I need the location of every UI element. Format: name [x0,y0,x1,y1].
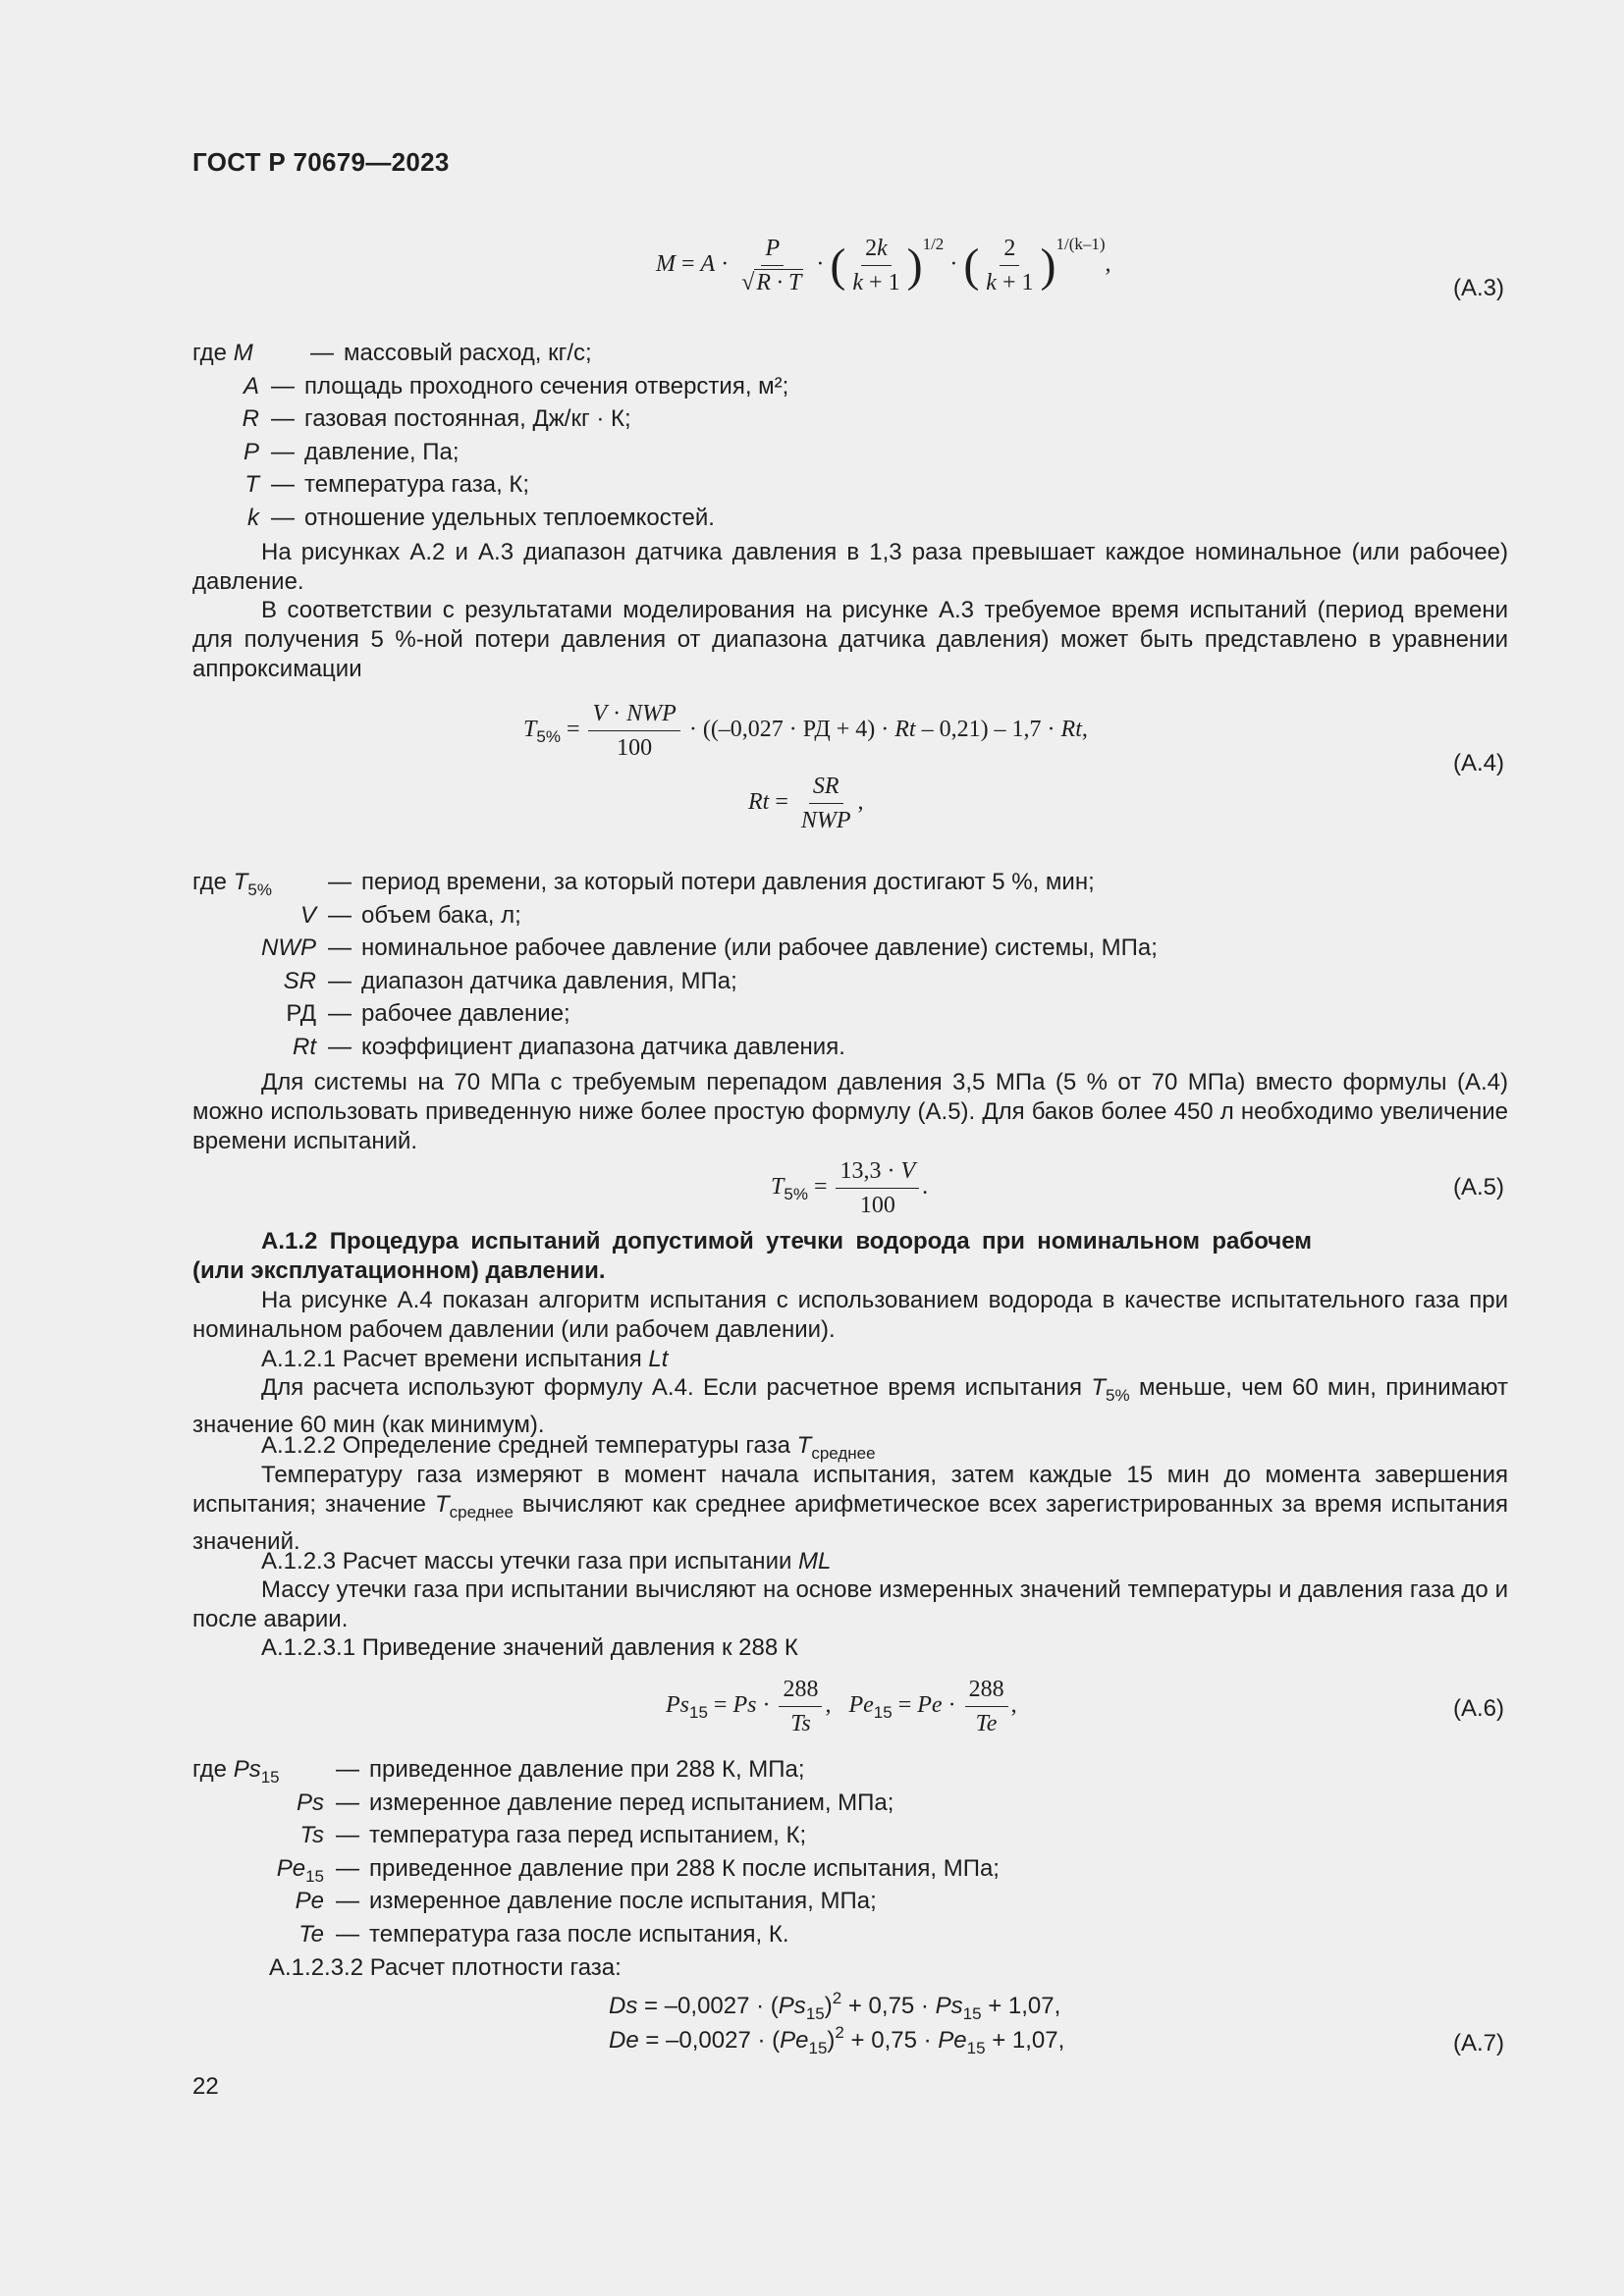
paragraph: Для расчета используют формулу А.4. Если расчетное время испытания $T_{5\%}$ меньше, чем 60 мин, принимают значение 60 мин (как минимум). [192,1374,1508,1438]
section-heading-a12: А.1.2 Процедура испытаний допустимой утечки водорода при номинальном рабочем (или эксплуатационном) давлении. [192,1228,1312,1284]
definitions-list-3 [192,1753,1000,1950]
where-label: где [192,1756,228,1783]
subsection-heading-a1231: А.1.2.3.1 Приведение значений давления к 288 К [261,1634,798,1661]
definition-text: рабочее давление; [361,1000,570,1027]
formula-symbol: De [609,2027,639,2054]
paragraph-text: меньше, чем 60 мин, принимают значение 60 мин (как минимум). [192,1374,1508,1438]
formula-text: = –0,0027 · [644,1993,765,2019]
definition-row [192,866,1158,899]
definition-row [192,468,788,502]
formula-number-a4: (А.4) [1453,750,1505,776]
definition-text: давление, Па; [304,438,460,465]
definition-symbol: k [247,504,259,531]
formula-number-a7: (А.7) [1453,2030,1505,2056]
definition-symbol: T [244,471,259,498]
definition-symbol: SR [283,967,316,994]
definition-symbol: R [242,405,259,432]
dash: — [328,869,352,895]
definition-row [192,932,1158,965]
formula-a4-line1: $T_{5\%}$ = $\frac{\text{V · NWP}}{100}$ · ((–0,027 · РД + 4) · Rt – 0,21) – 1,7 · Rt, [523,701,1088,761]
subsection-heading-a123 [192,1547,1508,1576]
definition-symbol: Ts [299,1822,324,1848]
definition-row [192,436,788,469]
dash: — [328,967,352,994]
definition-text: приведенное давление при 288 К после испытания, МПа; [369,1854,1000,1882]
subsection-heading-a122: А.1.2.2 Определение средней температуры газа $T_{среднее}$ [261,1432,876,1463]
definition-symbol: Te [298,1920,324,1948]
dash: — [336,1920,359,1948]
definition-symbol: T [233,869,248,895]
definition-text: приведенное давление при 288 К, МПа; [369,1756,805,1783]
where-label: где [192,869,228,895]
definition-text: номинальное рабочее давление (или рабочее давление) системы, МПа; [361,934,1158,961]
paragraph-text: Температуру газа измеряют в момент начала испытания, затем каждые 15 мин до момента завершения испытания; значение [192,1462,1508,1518]
dash: — [328,1000,352,1027]
dash: — [336,1756,359,1783]
dash: — [271,405,295,432]
heading-text: А.1.2.2 Определение средней температуры газа [261,1432,790,1459]
paragraph: На рисунках А.2 и А.3 диапазон датчика давления в 1,3 раза превышает каждое номинальное (или рабочее) давление. [192,539,1508,595]
subscript: среднее [449,1503,514,1522]
definition-row [192,1819,1000,1852]
definition-symbol: Ps [233,1756,261,1783]
definition-text: измеренное давление перед испытанием, МПа; [369,1789,894,1816]
definition-text: период времени, за который потери давления достигают 5 %, мин; [361,869,1095,895]
definition-text: температура газа, К; [304,471,530,498]
dash: — [271,471,295,498]
definition-text: коэффициент диапазона датчика давления. [361,1033,845,1060]
definition-symbol: M [233,340,253,366]
dash: — [336,1854,359,1882]
definition-symbol: Pe [295,1888,324,1914]
document-header: ГОСТ Р 70679—2023 [192,147,450,177]
definition-text: массовый расход, кг/с; [344,340,592,366]
definition-symbol: Ps [296,1789,324,1816]
formula-a3: M = A · $\frac{P}{√R \cdot T}$ · ( $\frac{2k}{k + 1}$ )$^{1/2}$ · ( $\frac{2}{k + 1}$ )$^{1/(k-1)}$, [656,235,1111,295]
definition-row [192,1031,1158,1064]
definition-row [192,502,788,535]
paragraph-text: вычисляют как среднее арифметическое всех зарегистрированных за время испытания значений. [192,1491,1509,1555]
definition-row [192,402,788,436]
where-label: где [192,340,228,366]
formula-number-a6: (А.6) [1453,1695,1505,1722]
dash: — [328,934,352,961]
definitions-list-1 [192,337,788,534]
definition-subscript: 15 [305,1866,324,1886]
formula-a7-line1: $Ds = -0,0027 \cdot (Ps_{15})^2 + 0,75 \cdot Ps_{15} + 1,07$, [609,1989,1061,2023]
definition-symbol: P [243,438,259,465]
dash: — [336,1888,359,1914]
definition-symbol: РД [286,1000,316,1027]
dash: — [271,504,295,531]
definition-text: температура газа перед испытанием, К; [369,1822,807,1848]
definition-symbol: A [243,372,259,400]
paragraph: В соответствии с результатами моделирования на рисунке А.3 требуемое время испытаний (период времени для получения 5 %-ной потери давления от диапазона датчика давления) может быть представлено в уравнении аппроксимации [192,597,1508,682]
definition-row [192,965,1158,998]
paragraph: Температуру газа измеряют в момент начала испытания, затем каждые 15 мин до момента завершения испытания; значение $T_{среднее}$ вычисляют как среднее арифметическое всех зарегистрированных за время испытания значений. [192,1462,1509,1555]
definition-text: объем бака, л; [361,901,521,929]
dash: — [271,372,295,400]
dash: — [271,438,295,465]
definition-row [192,1918,1000,1951]
definition-symbol: Rt [293,1033,316,1060]
paragraph: Для системы на 70 МПа с требуемым перепадом давления 3,5 МПа (5 % от 70 МПа) вместо формулы (А.4) можно использовать приведенную ниже более простую формулу (А.5). Для баков более 450 л необходимо увеличение времени испытаний. [192,1069,1508,1154]
dash: — [336,1789,359,1816]
definition-subscript: 5% [247,881,272,899]
formula-a6: $Ps_{15} = Ps$ · $\frac{288}{Ts}$ , $Pe_{15} = Pe$ · $\frac{288}{Te}$ , [666,1677,1017,1736]
heading-text: А.1.2.3 Расчет массы утечки газа при испытании [261,1548,792,1575]
formula-symbol: Ds [609,1993,638,2019]
definitions-list-2 [192,866,1158,1063]
definition-text: газовая постоянная, Дж/кг · К; [304,405,631,432]
definition-subscript: 15 [260,1768,280,1787]
definition-row [192,1885,1000,1918]
page-number: 22 [192,2073,219,2100]
heading-symbol: Lt [648,1346,669,1372]
formula-number-a5: (А.5) [1453,1174,1505,1201]
paragraph: На рисунке А.4 показан алгоритм испытания с использованием водорода в качестве испытательного газа при номинальном рабочем давлении (или рабочем давлении). [192,1287,1508,1343]
definition-row [192,899,1158,933]
formula-a7-line2: $De = -0,0027 \cdot (Pe_{15})^2 + 0,75 \cdot Pe_{15} + 1,07$, [609,2023,1065,2057]
definition-text: температура газа после испытания, К. [369,1920,789,1948]
definition-symbol: Pe [276,1854,306,1882]
definition-symbol: NWP [261,934,316,961]
subsection-heading-a121 [192,1345,1508,1374]
definition-text: площадь проходного сечения отверстия, м²; [304,372,789,400]
formula-text: = –0,0027 · [645,2027,766,2054]
dash: — [336,1822,359,1848]
formula-a5: $T_{5\%}$ = $\frac{13,3 \cdot V}{100}$ . [771,1158,929,1218]
definition-text: диапазон датчика давления, МПа; [361,967,737,994]
paragraph-text: Для расчета используют формулу А.4. Если расчетное время испытания [261,1374,1082,1401]
dash: — [328,1033,352,1060]
definition-row [192,1852,1000,1886]
definition-row [192,997,1158,1031]
subscript: среднее [811,1444,876,1463]
definition-text: отношение удельных теплоемкостей. [304,504,715,531]
definition-row [192,337,788,370]
definition-text: измеренное давление после испытания, МПа; [369,1888,877,1914]
heading-symbol: ML [798,1548,832,1575]
dash: — [310,340,334,366]
definition-row [192,370,788,403]
formula-number-a3: (А.3) [1453,275,1505,301]
dash: — [328,901,352,929]
definition-symbol: V [299,901,316,929]
subsection-heading-a1232: А.1.2.3.2 Расчет плотности газа: [269,1954,622,1981]
paragraph: Массу утечки газа при испытании вычисляют на основе измеренных значений температуры и давления газа до и после аварии. [192,1576,1508,1632]
heading-text: А.1.2.1 Расчет времени испытания [261,1346,642,1372]
formula-a4-line2: Rt = $\frac{SR}{\text{NWP}}$ , [748,774,864,833]
definition-row [192,1787,1000,1820]
definition-row [192,1753,1000,1787]
